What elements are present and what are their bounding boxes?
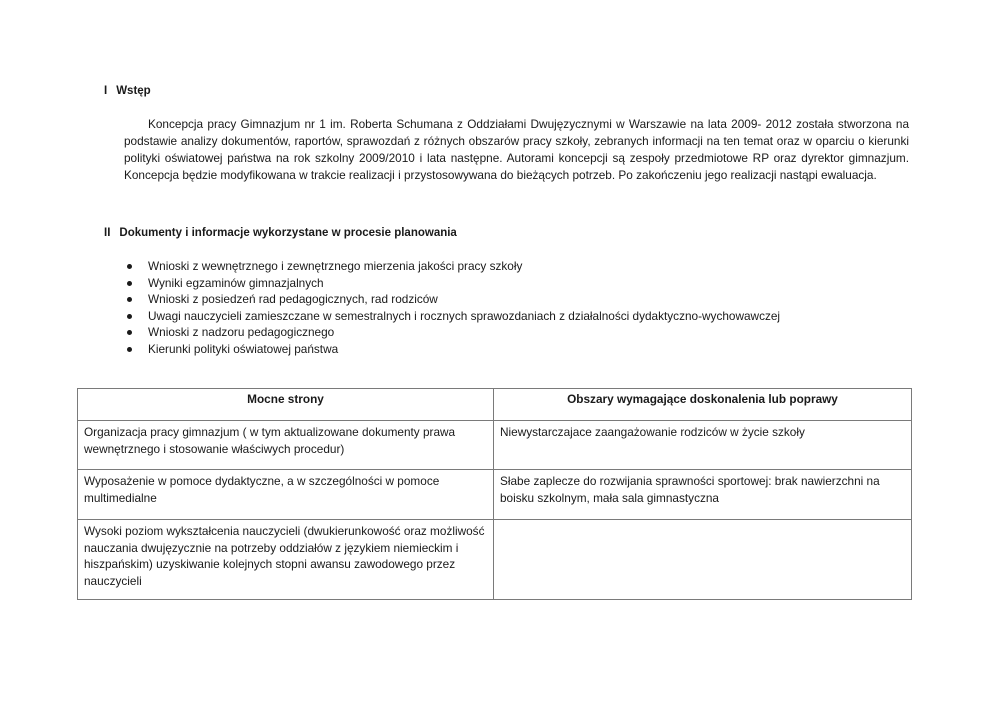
bullet-icon [127, 347, 132, 352]
column-header-improvements: Obszary wymagające doskonalenia lub poprawy [494, 389, 912, 421]
section-title: Dokumenty i informacje wykorzystane w procesie planowania [119, 227, 457, 239]
list-item-text: Uwagi nauczycieli zamieszczane w semestralnych i rocznych sprawozdaniach z działalności dydaktyczno-wychowawczej [148, 308, 781, 323]
list-item-text: Wnioski z nadzoru pedagogicznego [148, 325, 335, 340]
bullet-icon [127, 281, 132, 286]
intro-paragraph: Koncepcja pracy Gimnazjum nr 1 im. Roberta Schumana z Oddziałami Dwujęzycznymi w Warszawie na lata 2009- 2012 została stworzona na podstawie analizy dokumentów, raportów, sprawozdań z różnych obszarów pracy szkoły, zebranych informacji na ten temat oraz w oparciu o kierunki polityki oświatowej państwa na rok szkolny 2009/2010 i lata następne. Autorami koncepcji są zespoły przedmiotowe RP oraz dyrektor gimnazjum. Koncepcja będzie modyfikowana w trakcie realizacji i przystosowywana do bieżących potrzeb. Po zakończeniu jego realizacji nastąpi ewaluacja. [124, 117, 909, 182]
table-cell-strength: Organizacja pracy gimnazjum ( w tym aktualizowane dokumenty prawa wewnętrznego i stosowanie właściwych procedur) [78, 421, 494, 470]
table-cell-improvement: Słabe zaplecze do rozwijania sprawności sportowej: brak nawierzchni na boisku szkolnym, mała sala gimnastyczna [494, 470, 912, 520]
list-item-text: Kierunki polityki oświatowej państwa [148, 341, 339, 356]
bullet-icon [127, 314, 132, 319]
table-header-row [78, 389, 912, 421]
list-item [124, 291, 780, 308]
table-cell-strength: Wysoki poziom wykształcenia nauczycieli (dwukierunkowość oraz możliwość nauczania dwujęzycznie na potrzeby oddziałów z językiem niemieckim i hiszpańskim) uzyskiwanie kolejnych stopni awansu zawodowego przez nauczycieli [78, 520, 494, 600]
list-item-text: Wnioski z posiedzeń rad pedagogicznych, rad rodziców [148, 292, 438, 307]
bullet-icon [127, 264, 132, 269]
column-header-strengths: Mocne strony [78, 389, 494, 421]
section-number: I [104, 85, 108, 97]
table-row [78, 520, 912, 600]
table-cell-improvement: Niewystarczajace zaangażowanie rodziców w życie szkoły [494, 421, 912, 470]
list-item-text: Wyniki egzaminów gimnazjalnych [148, 275, 324, 290]
list-item [124, 308, 780, 325]
list-item [124, 324, 780, 341]
list-item [124, 275, 780, 292]
list-item [124, 341, 780, 358]
section-heading-documents [104, 227, 457, 239]
bullet-icon [127, 297, 132, 302]
section-heading-intro [104, 85, 151, 97]
table-cell-improvement [494, 520, 912, 600]
strengths-weaknesses-table [77, 388, 912, 600]
list-item [124, 258, 780, 275]
bullet-icon [127, 330, 132, 335]
table-row [78, 421, 912, 470]
table-cell-strength: Wyposażenie w pomoce dydaktyczne, a w szczególności w pomoce multimedialne [78, 470, 494, 520]
documents-list [124, 258, 780, 358]
section-number: II [104, 227, 111, 239]
section-title: Wstęp [116, 85, 151, 97]
list-item-text: Wnioski z wewnętrznego i zewnętrznego mierzenia jakości pracy szkoły [148, 259, 523, 273]
table-row [78, 470, 912, 520]
